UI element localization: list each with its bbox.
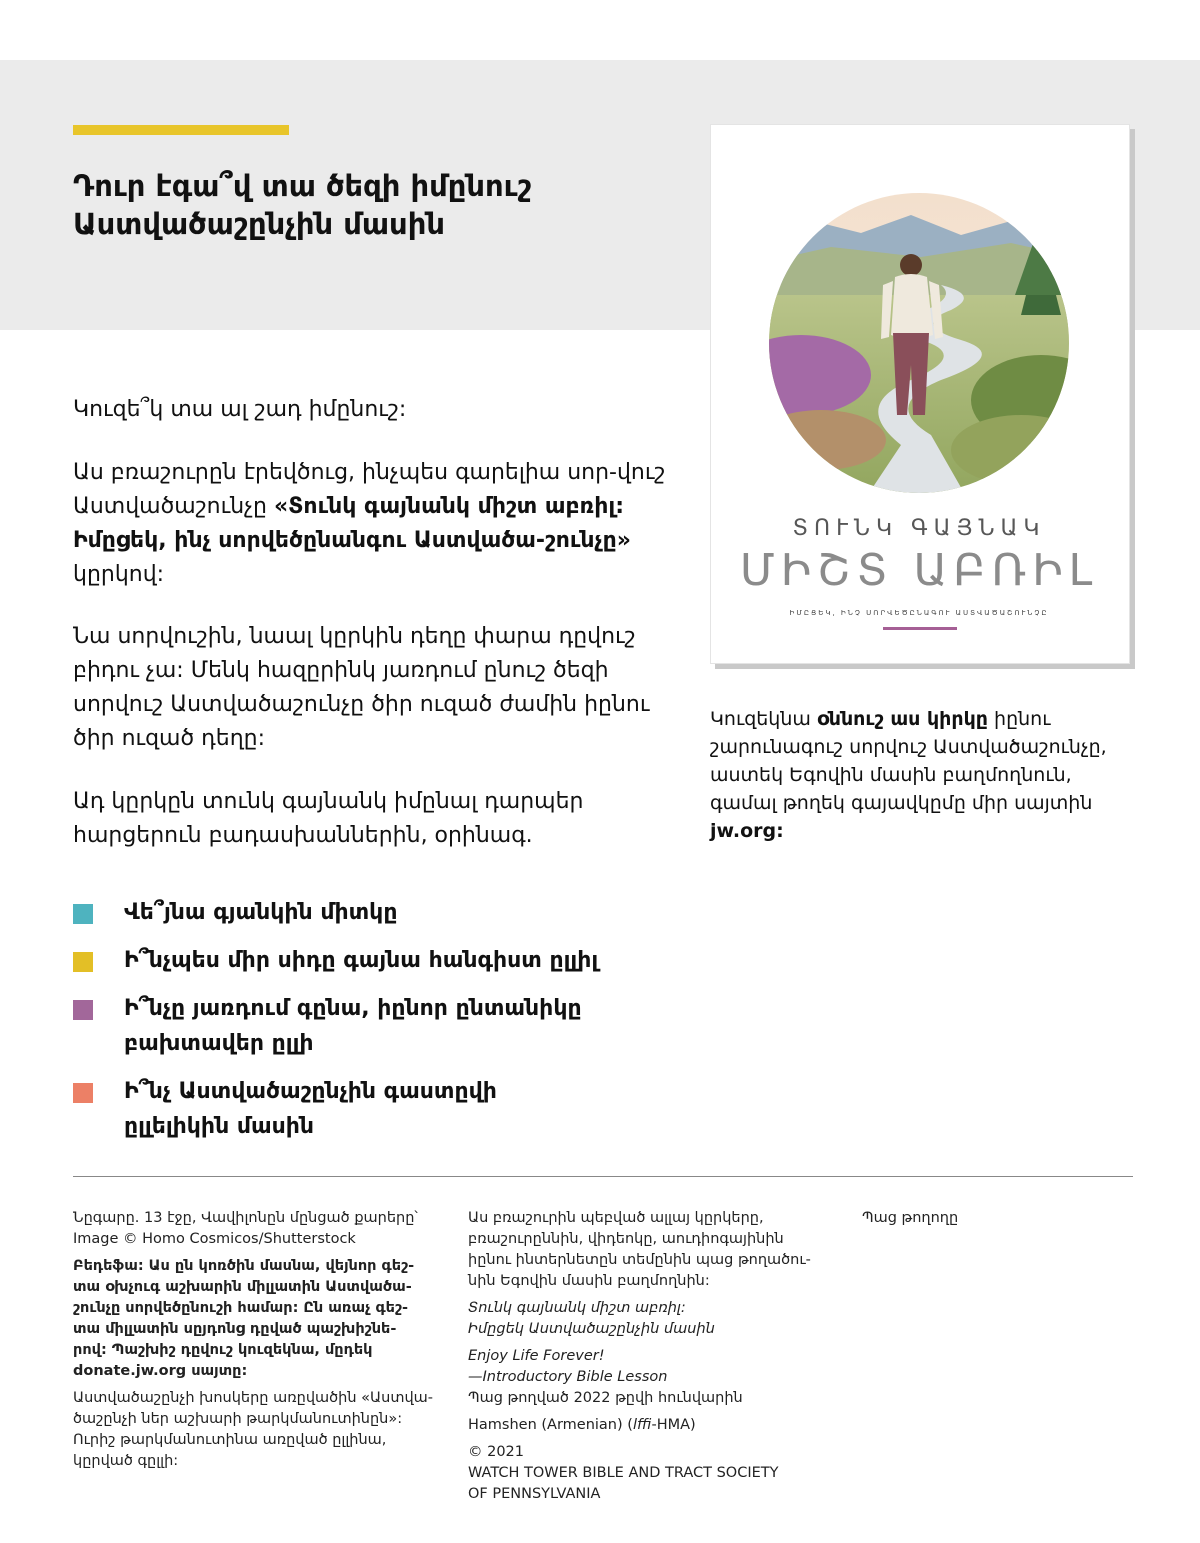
footer-divider [73, 1176, 1133, 1177]
list-item [73, 943, 693, 978]
square-bullet-icon [73, 904, 93, 924]
footer-column-2 [468, 1208, 828, 1511]
publication-title-en: Enjoy Life Forever! —Introductory Bible Lesson Պաց թողված 2022 թըվի հունվարին [468, 1348, 743, 1406]
intro-question: Կուզե՞կ տա ալ շադ իմընուշ: [73, 397, 407, 422]
accent-bar [73, 125, 289, 135]
list-item [73, 1074, 693, 1144]
publication-title-hy: Տունկ գայնանկ միշտ աբռիլ: Իմըցեկ Աստվածաշընչին մասին [468, 1300, 715, 1337]
footer-column-3 [862, 1208, 1122, 1229]
distributor-label: Պաց թողողը [862, 1210, 959, 1226]
cta-end: իընու [988, 708, 1051, 730]
intro-paragraph-2: Նա սորվուշին, նաալ կըրկին դեղը փարա դըվուշ բիդու չա: Մենկ հազըրինկ յառդում ընուշ ծեզի սորվուշ Աստվածաշունչը ծիր ուզած ժամին իընու ծիր ուզած դեղը: [73, 624, 650, 751]
title-line-2: Աստվածաշընչին մասին [73, 207, 445, 241]
topic-label-cont: բախտավեր ըլլի [124, 1031, 314, 1056]
cover-title-small: ՏՈՒՆԿ ԳԱՅՆԱԿ [792, 516, 1046, 541]
image-credit: Image © Homo Cosmicos/Shutterstock [73, 1231, 356, 1247]
topic-label: Ի՞նչպես միր սիդը գայնա հանգիստ ըլլիլ [124, 948, 599, 973]
cta-bold: օննուշ աս կիրկը [816, 708, 988, 730]
cta-start: Կուզեկնա [710, 708, 817, 730]
cta-line-4: գամալ թողեկ գայավկըմը միր սայտին [710, 792, 1093, 814]
p1-end: կըրկով: [73, 562, 165, 587]
publisher: WATCH TOWER BIBLE AND TRACT SOCIETY [468, 1465, 779, 1481]
intro-paragraph-3: Ադ կըրկըն տունկ գայնանկ իմընալ դարպեր հարցերուն բադասխաններին, օրինագ. [73, 789, 584, 848]
topic-label: Վե՞յնա գյանկին միտկը [124, 900, 398, 925]
print-date: Պաց թողված 2022 թըվի հունվարին [468, 1390, 743, 1406]
book-cover [710, 124, 1130, 664]
p1-start: Աս բռաշուրըն էրեվծուց, ինչպես գարելիա սոր-վուշ Աստվածաշունչը [73, 460, 666, 519]
cover-title-big: ՄԻՇՏ ԱԲՌԻԼ [739, 545, 1099, 596]
square-bullet-icon [73, 952, 93, 972]
jw-org-link[interactable]: jw.org: [710, 820, 784, 842]
more-resources-note: Աս բռաշուրին պեբված ալլայ կըրկերը, բռաշուրըննին, վիդեոկը, աուդիոգայինին իընու ինտերնետըն տեմընին պաց թողածու- նին Եգովին մասին բաղմողնին: [468, 1210, 811, 1289]
p1-book-title: «Տունկ գայնանկ միշտ աբռիլ: Իմըցեկ, ինչ սորվեծընանգու Աստվածա-շունչը» [73, 494, 631, 553]
language-code: Hamshen (Armenian) (lffi-HMA) [468, 1417, 696, 1433]
donation-note: Բեդեֆա: Աս ըն կոռծին մասնա, վեյնոր գեշ- տա օխչուգ աշխարին միլլատին Աստվածա- շունչը սորվեծընուշի համար: Ըն առաչ գեշ- տա միլլատին սըյդոնց դըված պաշխիշնե- րով: Պաշխիշ դըվուշ կուզեկնա, մըդեկ donate.jw.org սայտը: [73, 1258, 415, 1379]
cover-accent-line [883, 627, 957, 630]
cta-line-2: շարունագուշ սորվուշ Աստվածաշունչը, [710, 736, 1107, 758]
topic-label: Ի՞նչ Աստվածաշընչին գաստըվի [124, 1079, 497, 1104]
copyright: © 2021 WATCH TOWER BIBLE AND TRACT SOCIETY OF PENNSYLVANIA [468, 1444, 779, 1502]
cta-line-3: աստեկ Եգովին մասին բաղմողնուն, [710, 764, 1072, 786]
topic-label: Ի՞նչը յառդում գընա, իընոր ընտանիկը [124, 996, 582, 1021]
footer-column-1 [73, 1208, 443, 1478]
sidebar-cta [710, 705, 1150, 845]
square-bullet-icon [73, 1083, 93, 1103]
topic-list [73, 895, 693, 1157]
title-line-1: Դուր էգա՞վ տա ծեզի իմընուշ [73, 169, 532, 203]
list-item [73, 991, 693, 1061]
page-title [73, 167, 653, 243]
intro-paragraph-1 [73, 456, 673, 592]
square-bullet-icon [73, 1000, 93, 1020]
topic-label-cont: ըլլելիկին մասին [124, 1114, 315, 1139]
bible-translation-note: Աստվածաշընչի խոսկերը առըվածին «Աստվա- ծաշընչի ներ աշխարի թարկմանուտինըն»: Ուրիշ թարկմանուտինա առըված ըլլինա, կըրված գըլլի: [73, 1390, 433, 1469]
photo-note: Նըգարը. 13 էջը, Վավիլոնըն մընցած քարերը՝ [73, 1210, 418, 1226]
cover-illustration [711, 125, 1129, 663]
donate-link[interactable]: donate.jw.org սայտը: [73, 1363, 248, 1379]
list-item [73, 895, 693, 930]
cover-subtitle: ԻՄԸՑԵԿ, ԻՆՉ ՍՈՐՎԵԾԸՆԱԳՈՒ ԱՍՏՎԱԾԱՇՈՒՆՉԸ [789, 609, 1049, 617]
